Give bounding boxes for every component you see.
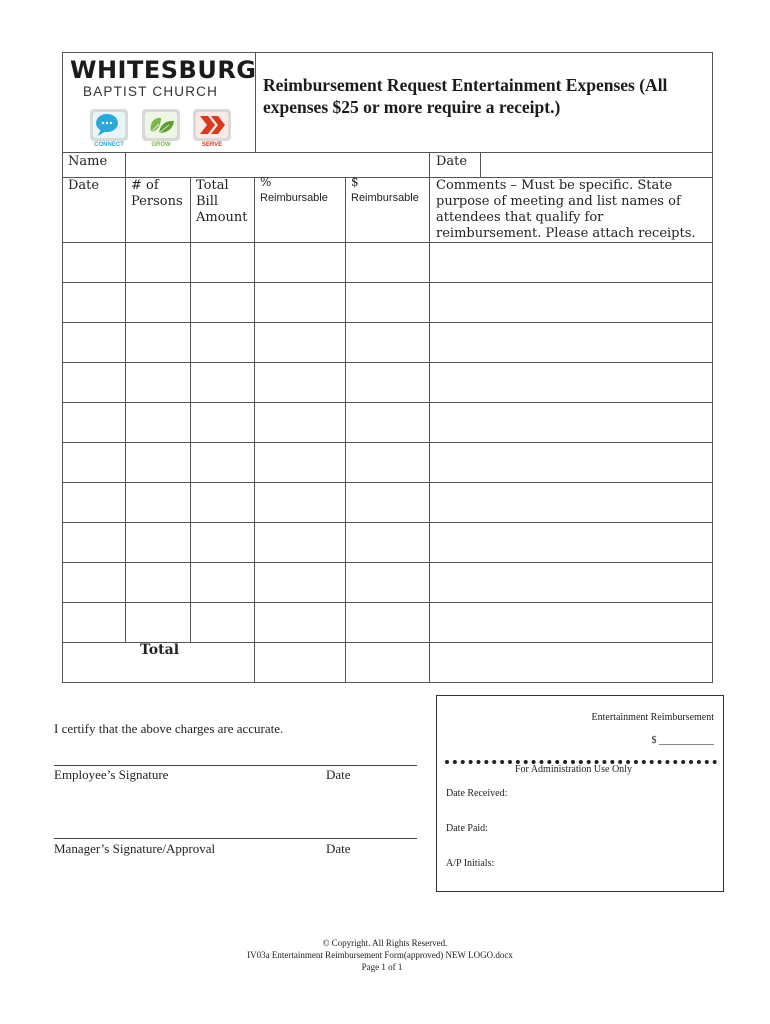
chevrons-right-icon: [196, 112, 228, 138]
connect-badge: [90, 109, 128, 141]
col-date-header: Date: [68, 178, 100, 193]
logo-subtitle: BAPTIST CHURCH: [83, 84, 219, 99]
certify-statement: I certify that the above charges are accurate.: [54, 721, 284, 736]
col-dollar-reimbursable-header: Reimbursable: [351, 192, 419, 204]
serve-label: SERVE: [201, 142, 223, 148]
chat-bubble-icon: [93, 112, 125, 138]
logo-wordmark: WHITESBURG: [70, 56, 257, 84]
col-total-bill-header: Total Bill Amount: [196, 178, 248, 225]
date-paid-label: Date Paid:: [446, 823, 488, 834]
connect-label: CONNECT: [94, 142, 124, 148]
leaves-icon: [145, 112, 177, 138]
total-label: Total: [140, 642, 180, 658]
manager-signature-label: Manager’s Signature/Approval: [54, 841, 216, 856]
grow-badge: [142, 109, 180, 141]
col-pct-reimbursable-header: Reimbursable: [260, 192, 328, 204]
serve-badge: [193, 109, 231, 141]
admin-use-box: [436, 695, 724, 892]
admin-only-label: For Administration Use Only: [515, 764, 632, 775]
total-reimbursable-field[interactable]: [346, 643, 429, 682]
footer-page-number: Page 1 of 1: [361, 962, 403, 972]
col-persons-header: # of Persons: [131, 178, 183, 209]
grow-label: GROW: [151, 142, 171, 148]
expense-entry-area[interactable]: [63, 243, 712, 642]
date-cell-divider: [429, 152, 430, 177]
employee-date-label: Date: [326, 767, 351, 782]
total-bill-field[interactable]: [255, 643, 345, 682]
employee-signature-label: Employee’s Signature: [54, 767, 169, 782]
entertainment-reimbursement-label: Entertainment Reimbursement: [591, 712, 714, 723]
name-field[interactable]: [126, 153, 428, 177]
footer-filename: IV03a Entertainment Reimbursement Form(approved) NEW LOGO.docx: [247, 950, 513, 960]
manager-signature-line[interactable]: [54, 838, 417, 839]
employee-signature-line[interactable]: [54, 765, 417, 766]
col-dollar-symbol: $: [351, 175, 359, 189]
col-pct-symbol: %: [260, 175, 272, 189]
ap-initials-label: A/P Initials:: [446, 858, 495, 869]
table-border-bottom: [62, 682, 713, 683]
reimbursement-amount-field[interactable]: $ ___________: [651, 735, 714, 746]
form-title: Reimbursement Request Entertainment Expenses (All expenses $25 or more require a receipt.): [263, 75, 668, 117]
church-logo: [62, 52, 255, 152]
footer-copyright: © Copyright. All Rights Reserved.: [322, 938, 448, 948]
header-date-field[interactable]: [481, 153, 712, 177]
name-label: Name: [68, 154, 108, 169]
reimbursement-form-table: [62, 52, 713, 683]
manager-date-label: Date: [326, 841, 351, 856]
date-received-label: Date Received:: [446, 788, 508, 799]
header-date-label: Date: [436, 154, 468, 169]
table-border-right: [712, 52, 713, 683]
col-comments-header: Comments – Must be specific. State purpose of meeting and list names of attendees that qualify for reimbursement. Please attach receipts.: [436, 178, 696, 241]
